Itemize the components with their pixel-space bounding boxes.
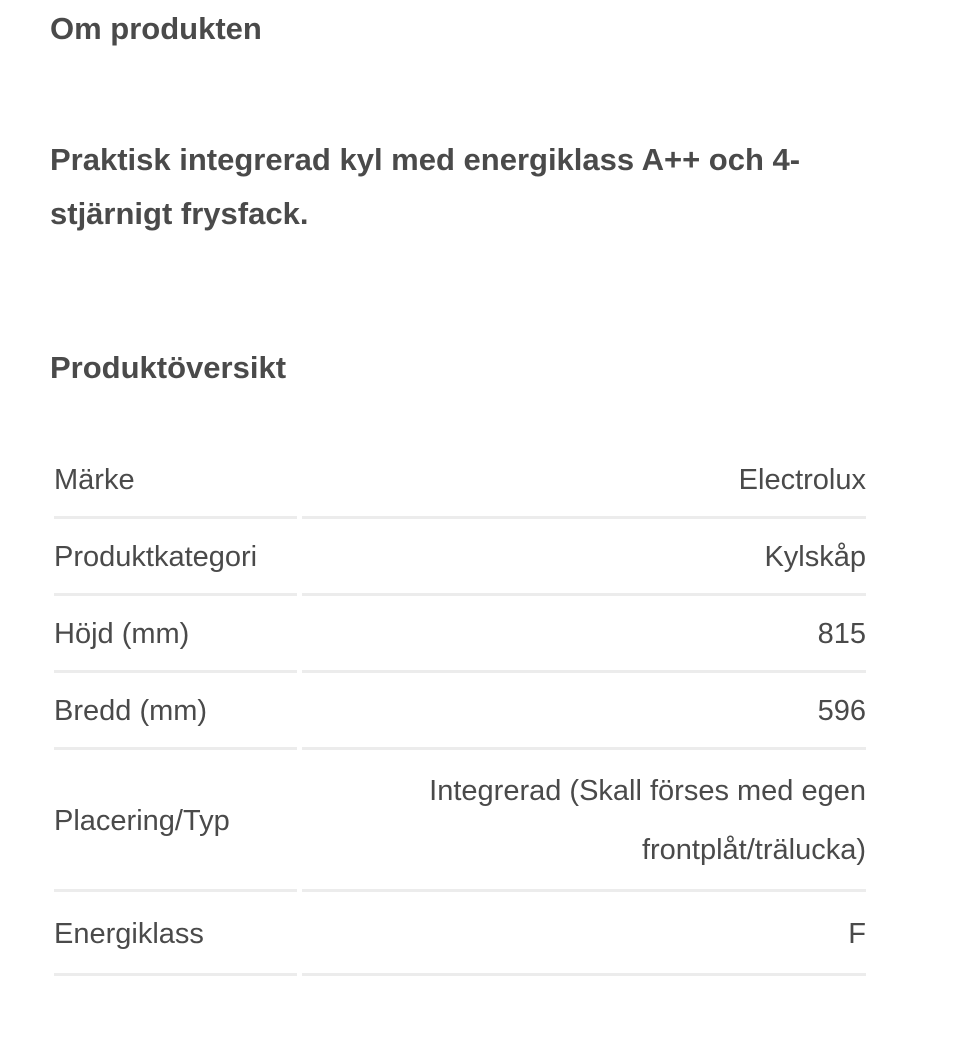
spec-row-placement — [54, 750, 866, 892]
about-product-heading: Om produkten — [50, 11, 262, 46]
spec-table — [54, 442, 866, 976]
spec-row-brand — [54, 442, 866, 519]
spec-label: Produktkategori — [54, 541, 258, 573]
spec-value: F — [848, 917, 866, 950]
product-overview-heading: Produktöversikt — [50, 350, 287, 385]
spec-value: 815 — [817, 618, 866, 650]
spec-label: Placering/Typ — [54, 804, 230, 837]
spec-value: Integrerad (Skall förses med egen frontplåt/trälucka) — [429, 775, 866, 866]
spec-row-height — [54, 596, 866, 673]
spec-value: Kylskåp — [764, 541, 866, 573]
spec-label: Märke — [54, 464, 135, 496]
spec-label: Höjd (mm) — [54, 618, 190, 650]
spec-label: Energiklass — [54, 917, 204, 950]
spec-row-energy-class — [54, 892, 866, 976]
spec-value: Electrolux — [738, 464, 866, 496]
spec-value: 596 — [817, 695, 866, 727]
spec-row-width — [54, 673, 866, 750]
product-tagline: Praktisk integrerad kyl med energiklass A++ och 4-stjärnigt frysfack. — [50, 142, 801, 231]
spec-label: Bredd (mm) — [54, 695, 208, 727]
spec-row-category — [54, 519, 866, 596]
